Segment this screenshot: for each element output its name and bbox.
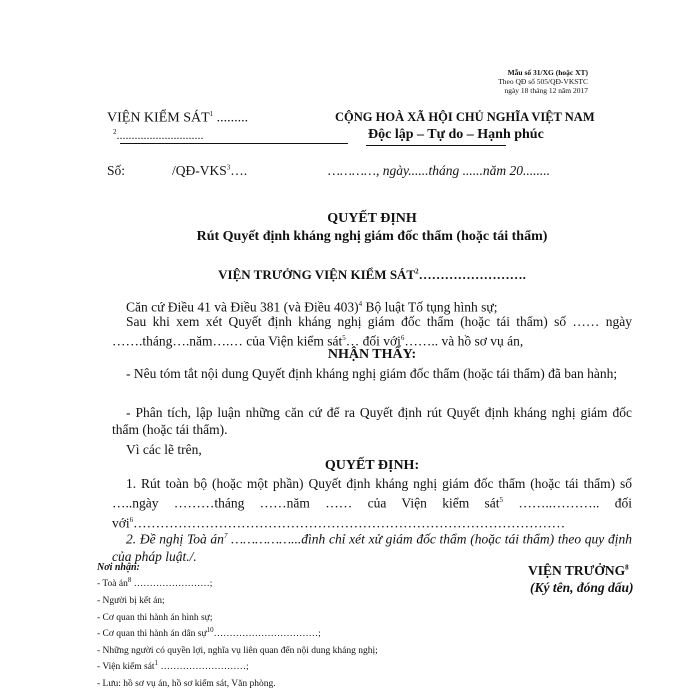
recipients — [97, 562, 378, 690]
issue-date: …………, ngày......tháng ......năm 20........ — [328, 163, 551, 178]
nation-name: CỘNG HOÀ XÃ HỘI CHỦ NGHĨA VIỆT NAM — [335, 110, 595, 124]
number-label: Số: — [107, 163, 126, 178]
recipient-item: - Cơ quan thi hành án hình sự; — [97, 612, 213, 623]
recipient-item: - Những người có quyền lợi, nghĩa vụ liên quan đến nội dung kháng nghị; — [97, 645, 378, 656]
issuing-authority: VIỆN TRƯỞNG VIỆN KIỂM SÁT$^2$……………………. — [218, 267, 526, 282]
form-code-line2: Theo QĐ số 505/QĐ-VKSTC — [498, 77, 588, 86]
number-code: /QĐ-VKS$^3$…. — [172, 163, 248, 178]
agency-name: VIỆN KIỂM SÁT$^1$ ......... — [107, 110, 249, 126]
reason-line: Vì các lẽ trên, — [126, 442, 202, 457]
finding-item-1: - Nêu tóm tắt nội dung Quyết định kháng nghị giám đốc thẩm (hoặc tái thẩm) đã ban hành; — [126, 366, 618, 381]
form-code-line1: Mẫu số 31/XG (hoặc XT) — [507, 68, 588, 77]
document-subtitle: Rút Quyết định kháng nghị giám đốc thẩm (hoặc tái thẩm) — [196, 229, 548, 244]
legal-basis: Căn cứ Điều 41 và Điều 381 (và Điều 403)$^4$ Bộ luật Tố tụng hình sự; — [126, 299, 498, 315]
sub-agency: $^2$............................. — [113, 128, 204, 142]
recipient-item: - Cơ quan thi hành án dân sự$^{10}$……………………………; — [97, 626, 321, 640]
recipient-item: - Lưu: hồ sơ vụ án, hồ sơ kiểm sát, Văn phòng. — [97, 678, 276, 689]
finding-item-2: - Phân tích, lập luận những căn cứ để ra Quyết định rút Quyết định kháng nghị giám đốc thẩm (hoặc tái thẩm). — [112, 405, 632, 437]
decision-item-1: 1. Rút toàn bộ (hoặc một phần) Quyết định kháng nghị giám đốc thẩm (hoặc tái thẩm) số …..ngày ………tháng ……năm …… của Viện kiểm sát$^5$ ……..……….. đối với$^6$…………………………………………………………………………………… — [112, 476, 632, 530]
decision-heading: QUYẾT ĐỊNH: — [324, 458, 420, 473]
recipient-item: - Viện kiểm sát$^1$ ………………………; — [97, 659, 249, 673]
form-code — [498, 68, 588, 95]
recipients-heading: Nơi nhận: — [97, 562, 140, 573]
document-title: QUYẾT ĐỊNH — [327, 211, 417, 226]
finding-heading: NHẬN THẤY: — [327, 347, 417, 362]
decision-item-2: 2. Đề nghị Toà $án^7$ ……………...đình chỉ xét xử giám đốc thẩm (hoặc tái thẩm) theo quy định của pháp luật./. — [112, 531, 632, 564]
motto-underline — [366, 145, 506, 146]
review-basis: Sau khi xem xét Quyết định kháng nghị giám đốc thẩm (hoặc tái thẩm) số …… ngày …….tháng….năm….… của Viện kiểm sát$^5$… đối với$^6$…….. và hồ sơ vụ án, — [112, 314, 632, 349]
recipient-item: - Toà $án^8$ ……………………; — [97, 576, 213, 590]
agency-underline — [120, 143, 348, 144]
signature-title: VIỆN TRƯỞNG$^8$ — [528, 563, 629, 578]
motto: Độc lập – Tự do – Hạnh phúc — [368, 127, 544, 142]
form-code-line3: ngày 18 tháng 12 năm 2017 — [504, 86, 588, 95]
recipient-item: - Người bị kết án; — [97, 596, 165, 607]
signature-note: (Ký tên, đóng dấu) — [530, 580, 634, 595]
